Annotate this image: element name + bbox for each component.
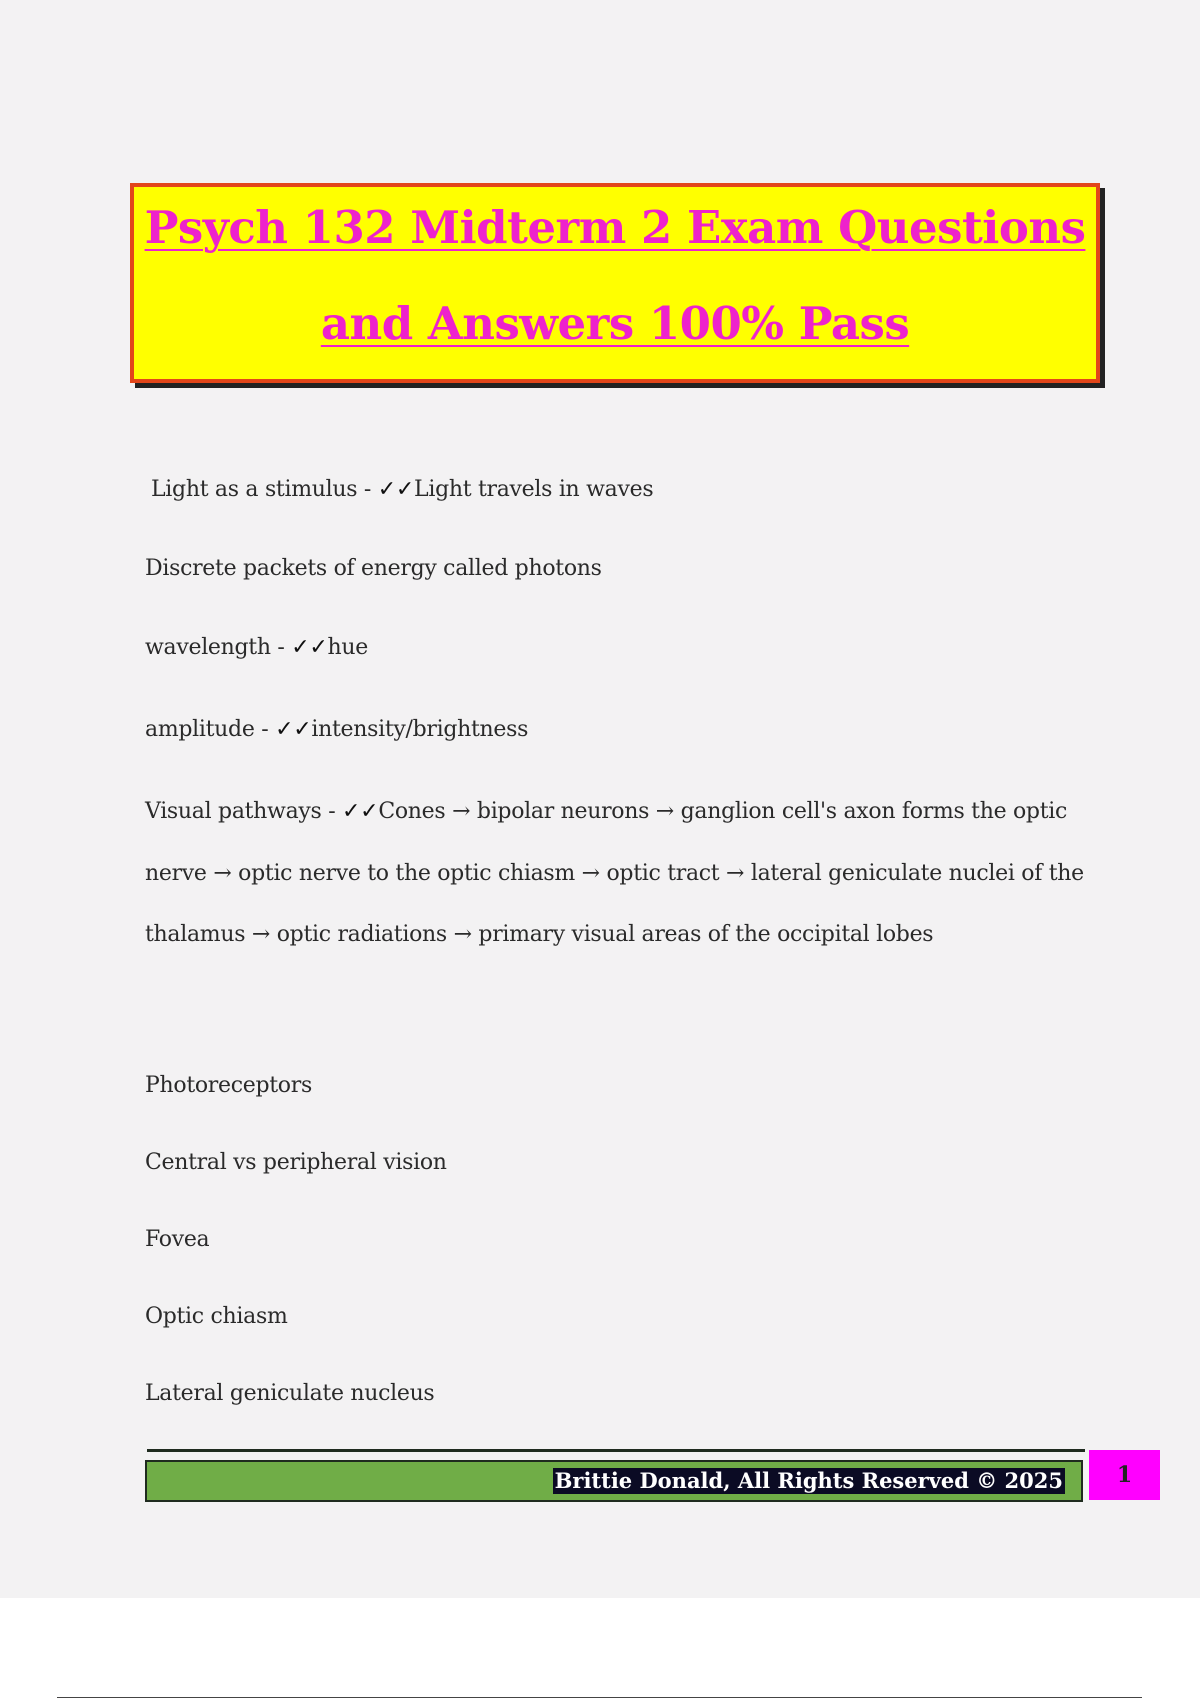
document-title-line-2: and Answers 100% Pass: [320, 297, 910, 350]
qa-item-wavelength: [145, 635, 368, 660]
qa-item-light-stimulus: [151, 477, 653, 502]
document-title-line-1: Psych 132 Midterm 2 Exam Questions: [144, 201, 1086, 254]
checkmark-icon: ✓✓: [275, 717, 312, 742]
qa-item-visual-pathways-cont-2: [145, 922, 933, 947]
answer-text-line-1: Cones → bipolar neurons → ganglion cell's axon forms the optic: [378, 799, 1068, 824]
question-text: Light as a stimulus -: [151, 477, 378, 502]
checkmark-icon: ✓✓: [291, 635, 328, 660]
answer-text-line-3: thalamus → optic radiations → primary visual areas of the occipital lobes: [145, 922, 934, 947]
page-number: 1: [1089, 1450, 1160, 1500]
question-text: wavelength -: [145, 635, 292, 660]
qa-item-visual-pathways-cont-1: [145, 861, 1084, 886]
topic-item: Photoreceptors: [145, 1073, 312, 1098]
checkmark-icon: ✓✓: [377, 477, 415, 502]
topic-item: Central vs peripheral vision: [145, 1150, 447, 1175]
qa-item-photons: [145, 556, 602, 581]
answer-text: Light travels in waves: [414, 477, 654, 502]
qa-item-visual-pathways: [145, 799, 1067, 824]
topic-item: Optic chiasm: [145, 1304, 288, 1329]
topic-item: Lateral geniculate nucleus: [145, 1381, 435, 1406]
topic-item: Fovea: [145, 1227, 210, 1252]
answer-text-line-2: nerve → optic nerve to the optic chiasm → optic tract → lateral geniculate nuclei of the: [145, 861, 1084, 886]
answer-text: Discrete packets of energy called photons: [145, 556, 602, 581]
page-bottom-divider: [57, 1697, 1142, 1698]
checkmark-icon: ✓✓: [342, 799, 379, 824]
footer-bar: [145, 1460, 1083, 1502]
footer-divider: [147, 1449, 1085, 1452]
title-banner: [130, 183, 1100, 383]
answer-text: intensity/brightness: [311, 717, 529, 742]
copyright-notice: Brittie Donald, All Rights Reserved © 2025: [554, 1468, 1063, 1493]
qa-item-amplitude: [145, 717, 528, 742]
question-text: amplitude -: [145, 717, 276, 742]
answer-text: hue: [327, 635, 368, 660]
question-text: Visual pathways -: [145, 799, 343, 824]
